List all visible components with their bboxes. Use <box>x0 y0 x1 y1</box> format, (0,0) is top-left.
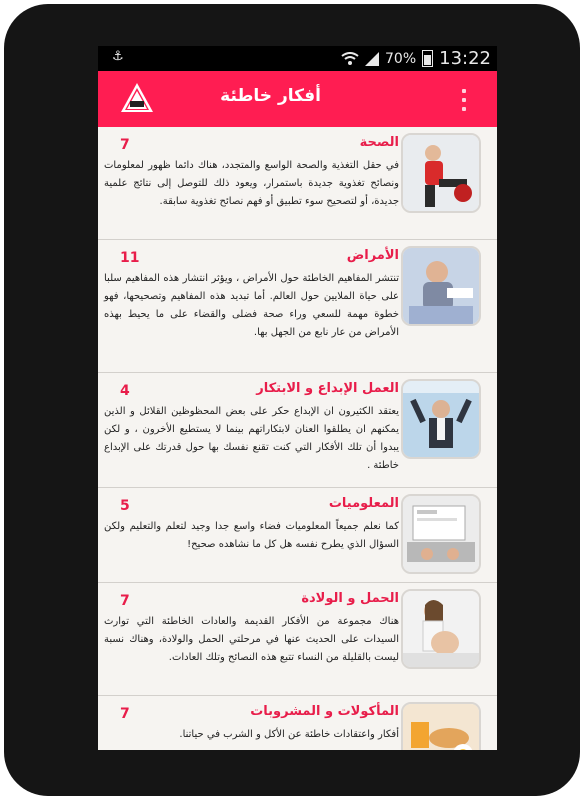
item-count: 7 <box>120 593 130 609</box>
item-title: المعلوميات <box>328 496 399 511</box>
usb-icon: ⚓ <box>112 49 124 64</box>
clock: 13:22 <box>439 48 491 69</box>
list-item[interactable] <box>98 240 497 373</box>
list-item[interactable] <box>98 127 497 240</box>
wifi-icon <box>341 52 359 66</box>
item-description: هناك مجموعة من الأفكار القديمة والعادات الخاطئة التي توارث السيدات على الحديث عنها في مرحلتي الحمل والولادة، وهناك نسبة ليست بالقليلة من النساء تتبع هذه النصائح وتلك العادات. <box>104 616 399 663</box>
business-success-thumbnail <box>401 379 481 459</box>
item-title: المأكولات و المشروبات <box>250 704 399 719</box>
list-item[interactable] <box>98 696 497 750</box>
item-title: الأمراض <box>346 248 399 263</box>
item-count: 7 <box>120 706 130 722</box>
pregnancy-thumbnail <box>401 589 481 669</box>
fitness-thumbnail <box>401 133 481 213</box>
laptop-thumbnail <box>401 494 481 574</box>
item-count: 5 <box>120 498 130 514</box>
item-description: في حقل التغذية والصحة الواسع والمتجدد، هناك دائما ظهور لمعلومات ونصائح تغذوية جديدة باستمرار، ويعود ذلك للتوصل إلى نتائج علمية جديدة، أو لتصحيح سوء تطبيق أو فهم نصائح تغذوية سابقة. <box>104 160 399 207</box>
item-title: الحمل و الولادة <box>301 591 399 606</box>
signal-icon <box>365 52 379 66</box>
list-item[interactable] <box>98 583 497 696</box>
warning-logo-icon[interactable] <box>120 81 154 115</box>
screen <box>98 46 497 750</box>
item-description: أفكار واعتقادات خاطئة عن الأكل و الشرب في حياتنا. <box>179 729 399 740</box>
battery-percent: 70% <box>385 50 417 67</box>
list-item[interactable] <box>98 373 497 488</box>
overflow-menu-icon[interactable] <box>460 89 468 111</box>
item-title: الصحة <box>359 135 399 150</box>
item-count: 7 <box>120 137 130 153</box>
item-description: كما نعلم جميعاً المعلوميات فضاء واسع جدا وجيد لتعلم والتعليم ولكن السؤال الذي يطرح نفسه هل كل ما نشاهده صحيح! <box>104 521 399 550</box>
item-description: تنتشر المفاهيم الخاطئة حول الأمراض ، ويؤثر انتشار هذه المفاهيم سلبا على حياة الملايين حول العالم. أما تبديد هذه المفاهيم وتصحيحها، فهو خطوة مهمة للسعي وراء صحة فضلى والقضاء على ما يحيط بهذه الأمراض من عار نابع من الجهل بها. <box>104 273 399 338</box>
item-description: يعتقد الكثيرون ان الإبداع حكر على بعض المحظوظين القلائل و الذين يمكنهم ان يطلقوا العنان لابتكاراتهم بينما لا يستطيع الأخرون ، و لكن يبدوا أن تلك الأفكار التي كنت تقنع نفسك بها حول قدرتك على الإبداع خاطئة . <box>104 406 399 471</box>
item-count: 11 <box>120 250 140 266</box>
category-list <box>98 127 497 750</box>
sick-person-thumbnail <box>401 246 481 326</box>
status-bar <box>98 46 497 71</box>
battery-icon <box>422 50 433 67</box>
food-drink-thumbnail <box>401 702 481 750</box>
app-bar <box>98 71 497 127</box>
item-title: العمل الإبداع و الابتكار <box>256 381 399 396</box>
tablet-frame <box>4 4 580 796</box>
item-count: 4 <box>120 383 130 399</box>
page-title: أفكار خاطئة <box>220 86 321 106</box>
list-item[interactable] <box>98 488 497 583</box>
